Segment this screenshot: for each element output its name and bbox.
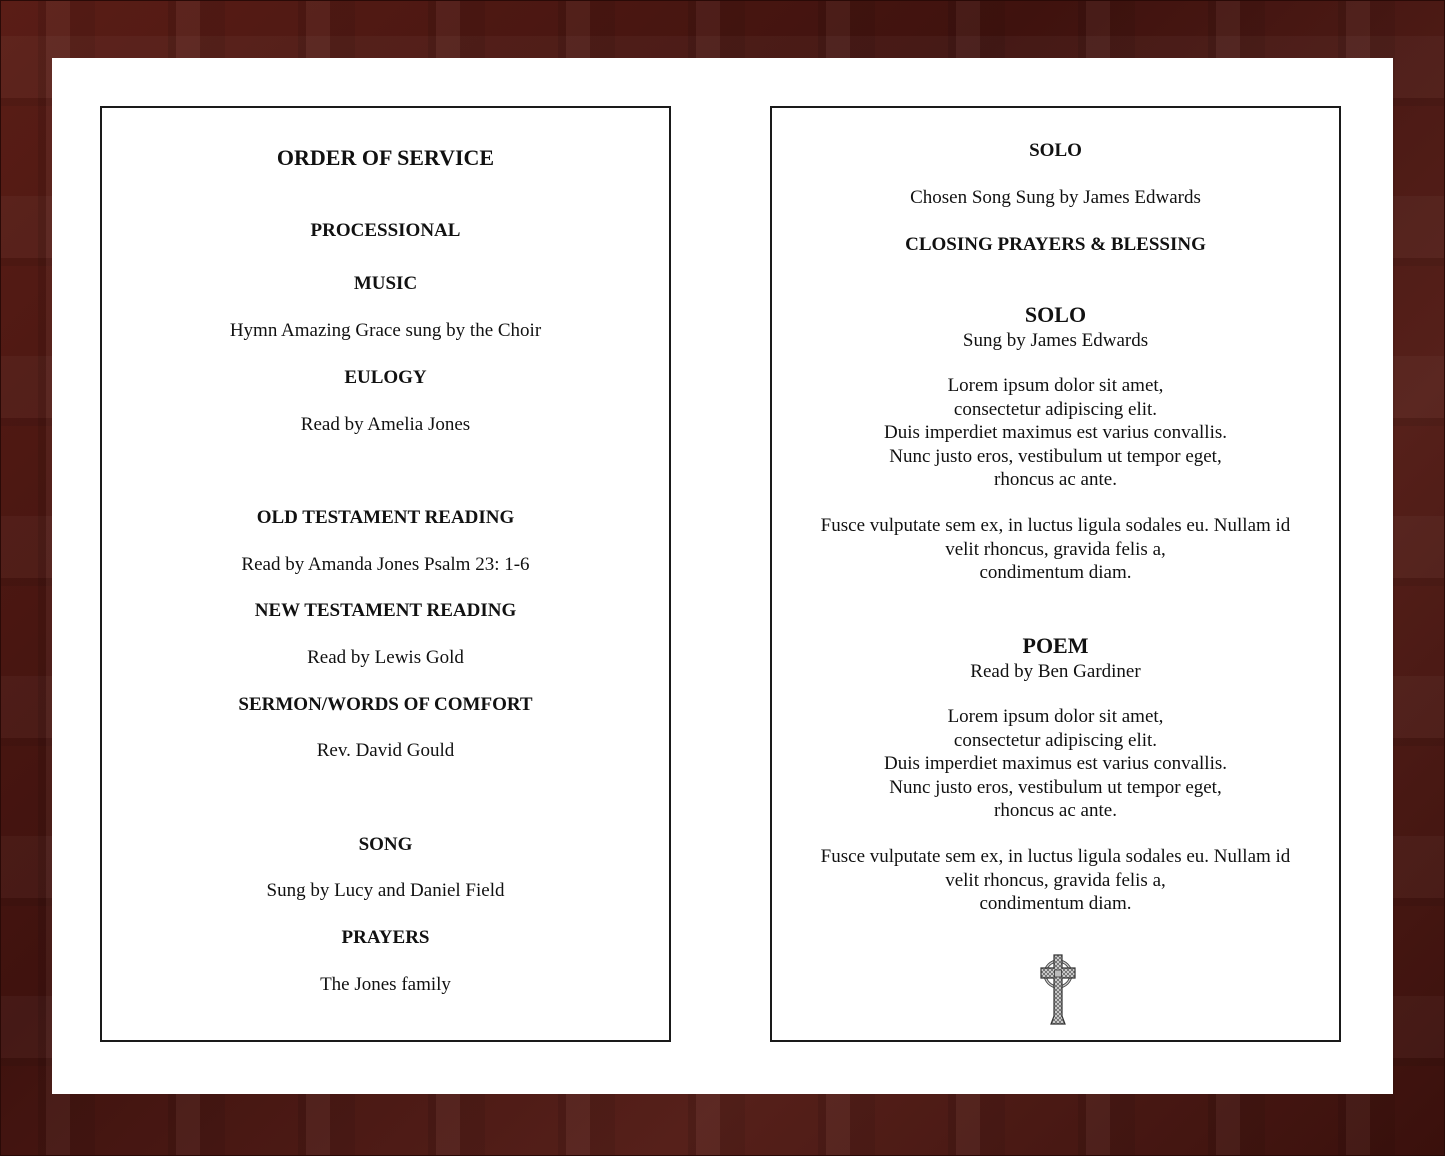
old-testament-detail: Read by Amanda Jones Psalm 23: 1-6 <box>241 554 530 575</box>
program-sheet <box>52 58 1393 1094</box>
new-testament-heading: NEW TESTAMENT READING <box>254 600 517 621</box>
music-detail: Hymn Amazing Grace sung by the Choir <box>229 320 542 341</box>
text-line: consectetur adipiscing elit. <box>953 398 1158 420</box>
text-line: Nunc justo eros, vestibulum ut tempor eget, <box>889 445 1222 467</box>
text-line: Lorem ipsum dolor sit amet, <box>947 706 1164 727</box>
page-title: ORDER OF SERVICE <box>276 145 495 170</box>
sermon-detail: Rev. David Gould <box>316 740 455 761</box>
old-testament-heading: OLD TESTAMENT READING <box>256 507 515 528</box>
poem-stanza-1 <box>772 705 1339 823</box>
song-heading: SONG <box>358 834 413 855</box>
right-page <box>770 106 1341 1042</box>
solo-section-heading: SOLO <box>1024 302 1087 327</box>
text-line: Fusce vulputate sem ex, in luctus ligula sodales eu. Nullam id <box>820 515 1291 536</box>
music-heading: MUSIC <box>353 273 418 294</box>
new-testament-detail: Read by Lewis Gold <box>307 647 464 668</box>
text-line: velit rhoncus, gravida felis a, <box>945 869 1166 891</box>
celtic-cross-icon <box>1036 954 1080 1026</box>
text-line: condimentum diam. <box>979 562 1132 583</box>
prayers-heading: PRAYERS <box>341 927 430 948</box>
left-page <box>100 106 671 1042</box>
text-line: consectetur adipiscing elit. <box>953 729 1158 751</box>
text-line: condimentum diam. <box>979 893 1132 914</box>
text-line: Lorem ipsum dolor sit amet, <box>947 375 1164 396</box>
text-line: Nunc justo eros, vestibulum ut tempor eget, <box>889 776 1222 798</box>
closing-prayers-heading: CLOSING PRAYERS & BLESSING <box>905 234 1206 255</box>
sermon-heading: SERMON/WORDS OF COMFORT <box>238 694 533 715</box>
text-line: Fusce vulputate sem ex, in luctus ligula sodales eu. Nullam id <box>820 846 1291 867</box>
poem-heading: POEM <box>1022 633 1089 658</box>
text-line: Duis imperdiet maximus est varius convallis. <box>883 753 1227 774</box>
text-line: velit rhoncus, gravida felis a, <box>945 538 1166 560</box>
eulogy-detail: Read by Amelia Jones <box>300 414 471 435</box>
solo-heading: SOLO <box>1029 140 1082 161</box>
song-detail: Sung by Lucy and Daniel Field <box>266 880 505 901</box>
text-line: Duis imperdiet maximus est varius convallis. <box>883 422 1227 443</box>
solo-lyrics-stanza-2 <box>772 514 1339 585</box>
poem-stanza-2 <box>772 845 1339 916</box>
prayers-detail: The Jones family <box>320 974 451 995</box>
processional-heading: PROCESSIONAL <box>310 220 461 241</box>
solo-detail: Chosen Song Sung by James Edwards <box>910 187 1201 208</box>
text-line: rhoncus ac ante. <box>994 800 1117 821</box>
poem-detail: Read by Ben Gardiner <box>970 661 1141 682</box>
solo-lyrics-stanza-1 <box>772 374 1339 492</box>
eulogy-heading: EULOGY <box>344 367 427 388</box>
solo-section-detail: Sung by James Edwards <box>962 330 1149 351</box>
text-line: rhoncus ac ante. <box>994 469 1117 490</box>
